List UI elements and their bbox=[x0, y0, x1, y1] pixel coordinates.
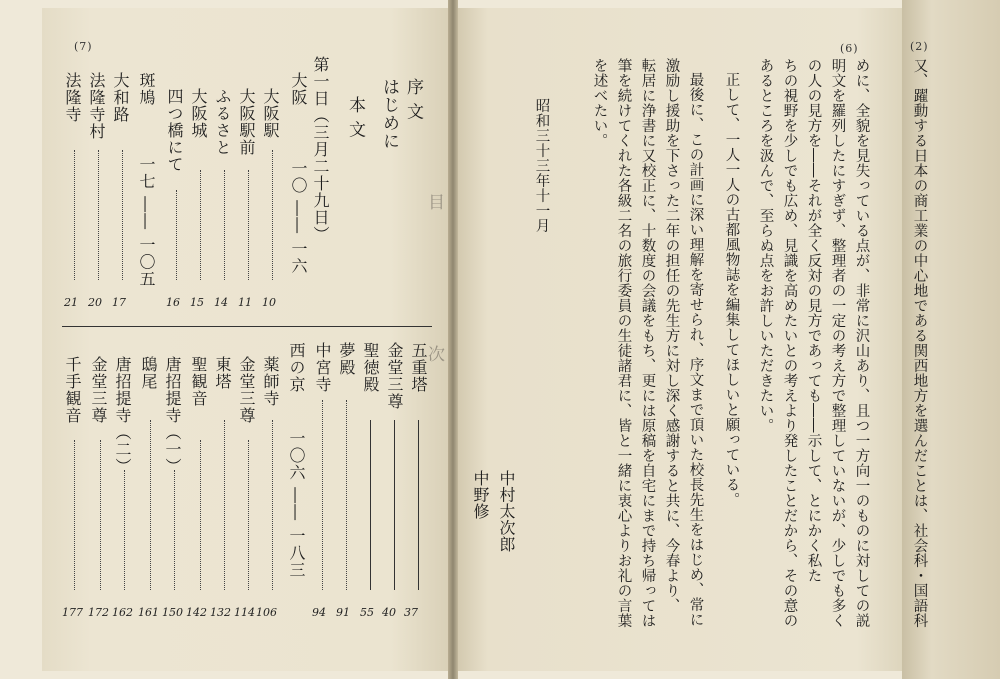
toc-pagenum: 114 bbox=[234, 606, 255, 619]
body-column: 正して、一人一人の古都風物誌を編集してほしいと願っている。 bbox=[723, 72, 740, 507]
toc-kondo2: 金堂三尊 bbox=[237, 356, 256, 424]
toc-shokannon: 聖観音 bbox=[189, 356, 208, 407]
page-number-left: (7) bbox=[74, 40, 93, 53]
toc-pagenum: 177 bbox=[62, 606, 83, 619]
leader-dots bbox=[98, 150, 99, 280]
toc-yumedono: 夢殿 bbox=[337, 342, 356, 376]
toc-pagenum: 161 bbox=[138, 606, 159, 619]
page-number-edge: (2) bbox=[910, 40, 929, 53]
toc-osaka-eki: 大阪駅 bbox=[261, 88, 280, 139]
leader-dots bbox=[346, 400, 347, 590]
body-column: めに、全貌を見失っている点が、非常に沢山あり、且つ一方向一のものに対しての説 bbox=[853, 58, 870, 628]
toc-toto: 東塔 bbox=[213, 356, 232, 390]
toc-osaka-range: 一〇 ―― 一六 bbox=[289, 160, 308, 275]
body-column: 明文を羅列したにすぎず、整理者の一定の考え方で整理していないが、少しでも多く bbox=[829, 58, 846, 628]
toc-intro: はじめに bbox=[379, 78, 399, 150]
leader-dots bbox=[224, 170, 225, 280]
leader-dots bbox=[150, 420, 151, 590]
toc-day1: 第一日（三月二十九日） bbox=[311, 56, 330, 243]
toc-kondo1: 金堂三尊 bbox=[385, 342, 404, 410]
leader-dots bbox=[74, 440, 75, 590]
body-column: 転居に浄書に又校正に、十数度の会議をもち、更には原稿を自宅にまで持ち帰っては bbox=[639, 58, 656, 628]
page-number-right: (6) bbox=[840, 42, 859, 55]
toc-osaka-ekimae: 大阪駅前 bbox=[237, 88, 256, 156]
toc-pagenum: 132 bbox=[210, 606, 231, 619]
toc-pagenum: 10 bbox=[262, 296, 276, 309]
toc-yotsubashi: 四つ橋にて bbox=[165, 88, 184, 173]
toc-heading-2: 次 bbox=[428, 345, 445, 365]
leader-dots bbox=[322, 400, 323, 590]
toc-pagenum: 94 bbox=[312, 606, 326, 619]
leader-dots bbox=[272, 150, 273, 280]
leader-dots bbox=[272, 420, 273, 590]
leader-dots bbox=[124, 470, 125, 590]
toc-pagenum: 16 bbox=[166, 296, 180, 309]
leader-dots bbox=[100, 440, 101, 590]
leader-line bbox=[394, 420, 395, 590]
leader-dots bbox=[224, 420, 225, 590]
body-column: ちの視野を少しでも広め、見識を高めたいとの考えより発したことだから、その意の bbox=[781, 58, 798, 628]
toc-nishinokyo-range: 一〇六 ―― 一八三 bbox=[287, 430, 306, 579]
body-column: 最後に、この計画に深い理解を寄せられ、序文まで頂いた校長先生をはじめ、常に bbox=[687, 72, 704, 627]
toc-shotokuden: 聖徳殿 bbox=[361, 342, 380, 393]
leader-dots bbox=[74, 150, 75, 280]
toc-pagenum: 11 bbox=[238, 296, 252, 309]
leader-dots bbox=[174, 470, 175, 590]
author-name: 中野修 bbox=[471, 470, 490, 520]
leader-dots bbox=[176, 190, 177, 280]
leader-line bbox=[418, 420, 419, 590]
leader-dots bbox=[248, 170, 249, 280]
toc-heading-1: 目 bbox=[428, 193, 445, 213]
toc-pagenum: 162 bbox=[112, 606, 133, 619]
body-column: 激励し援助を下さった二年の担任の先生方に対し深く感謝すると共に、今春より、 bbox=[663, 58, 680, 613]
toc-horyujimura: 法隆寺村 bbox=[87, 72, 106, 140]
toc-yamatoji: 大和路 bbox=[111, 72, 130, 123]
toc-pagenum: 15 bbox=[190, 296, 204, 309]
toc-pagenum: 40 bbox=[382, 606, 396, 619]
leader-dots bbox=[200, 170, 201, 280]
leader-dots bbox=[122, 150, 123, 280]
toc-shibi: 鴟尾 bbox=[139, 356, 158, 390]
date-line: 昭和三十三年十一月 bbox=[533, 98, 550, 233]
toc-ikaruga-range: 一七 ―― 一〇五 bbox=[137, 156, 156, 288]
toc-nishinokyo: 西の京 bbox=[287, 342, 306, 393]
toc-pagenum: 14 bbox=[214, 296, 228, 309]
leader-dots bbox=[248, 440, 249, 590]
body-column: の人の見方を――それが全く反対の見方であっても――示して、とにかく私た bbox=[805, 58, 822, 583]
toc-ikaruga: 斑鳩 bbox=[137, 72, 156, 106]
toc-preface: 序 文 bbox=[403, 78, 423, 121]
toc-pagenum: 106 bbox=[256, 606, 277, 619]
toc-kondo3: 金堂三尊 bbox=[89, 356, 108, 424]
toc-pagenum: 172 bbox=[88, 606, 109, 619]
toc-pagenum: 91 bbox=[336, 606, 350, 619]
toc-horyuji: 法隆寺 bbox=[63, 72, 82, 123]
body-column: を述べたい。 bbox=[591, 58, 608, 148]
toc-pagenum: 55 bbox=[360, 606, 374, 619]
toc-gojunoto: 五重塔 bbox=[409, 342, 428, 393]
book-spine bbox=[448, 0, 458, 679]
toc-chuguji: 中宮寺 bbox=[313, 342, 332, 393]
toc-furusato: ふるさと bbox=[213, 88, 232, 156]
toc-pagenum: 150 bbox=[162, 606, 183, 619]
body-column: 筆を続けてくれた各級二名の旅行委員の生徒諸君に、皆と一緒に衷心よりお礼の言葉 bbox=[615, 58, 632, 628]
toc-pagenum: 21 bbox=[64, 296, 78, 309]
toc-senju: 千手観音 bbox=[63, 356, 82, 424]
toc-toshodaiji2: 唐招提寺（二） bbox=[113, 356, 132, 475]
toc-pagenum: 17 bbox=[112, 296, 126, 309]
leader-line bbox=[370, 420, 371, 590]
toc-yakushiji: 薬師寺 bbox=[261, 356, 280, 407]
author-name: 中村太次郎 bbox=[497, 470, 516, 553]
toc-pagenum: 142 bbox=[186, 606, 207, 619]
leader-dots bbox=[200, 440, 201, 590]
edge-column: 又、躍動する日本の商工業の中心地である関西地方を選んだことは、社会科・国語科 bbox=[911, 58, 928, 628]
toc-osakajo: 大阪城 bbox=[189, 88, 208, 139]
toc-pagenum: 37 bbox=[404, 606, 418, 619]
toc-toshodaiji1: 唐招提寺（一） bbox=[163, 356, 182, 475]
toc-divider bbox=[62, 326, 432, 327]
toc-pagenum: 20 bbox=[88, 296, 102, 309]
toc-osaka: 大阪 bbox=[289, 72, 308, 106]
toc-honbun: 本 文 bbox=[345, 96, 365, 139]
body-column: あるところを汲んで、至らぬ点をお許しいただきたい。 bbox=[757, 58, 774, 433]
